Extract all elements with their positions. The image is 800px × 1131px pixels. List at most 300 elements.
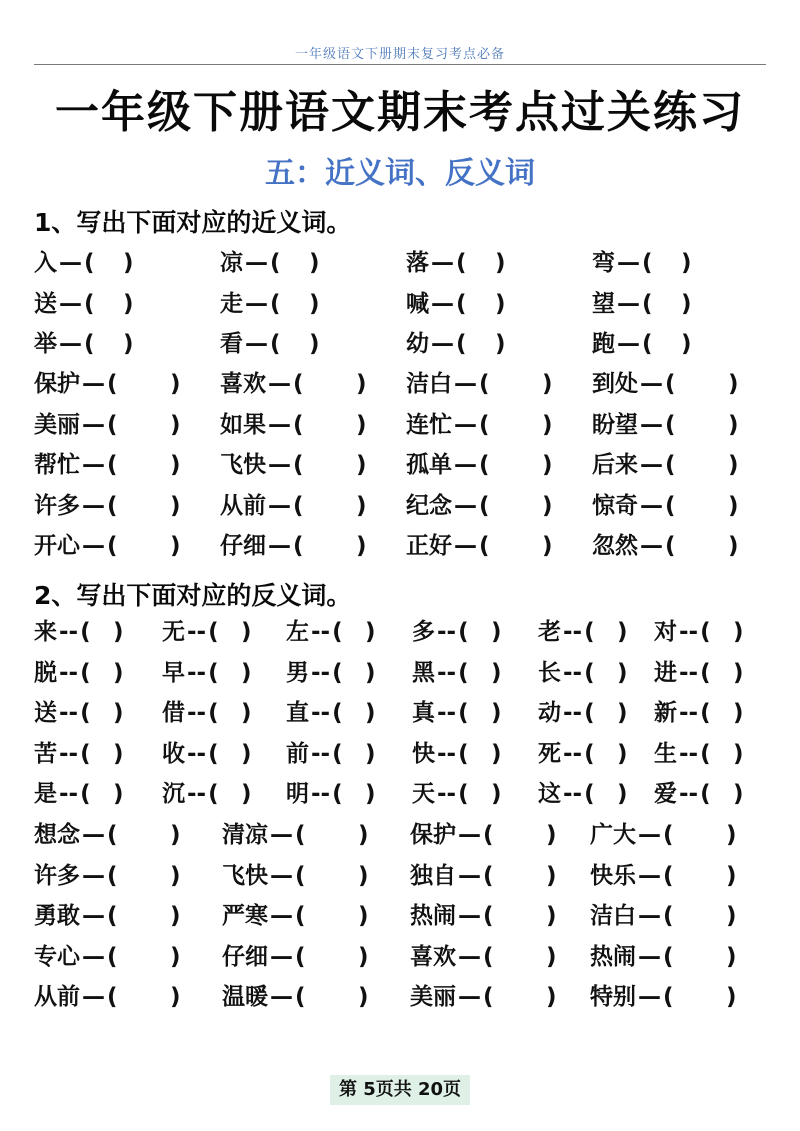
exercise-word: 生 bbox=[654, 740, 677, 767]
exercise-item bbox=[34, 327, 134, 361]
section-2-title: 2、写出下面对应的反义词。 bbox=[34, 581, 352, 610]
exercise-item bbox=[592, 246, 692, 280]
answer-blank-close: ) bbox=[113, 700, 124, 726]
exercise-dash: — bbox=[245, 331, 268, 357]
exercise-item bbox=[34, 367, 181, 401]
header-rule bbox=[34, 64, 766, 65]
answer-blank-open[interactable]: ( bbox=[700, 700, 711, 726]
answer-blank-open[interactable]: ( bbox=[479, 371, 490, 397]
exercise-item bbox=[34, 489, 181, 523]
answer-blank-open[interactable]: ( bbox=[665, 371, 676, 397]
answer-blank-close: ) bbox=[726, 822, 737, 848]
exercise-dash: -- bbox=[311, 781, 331, 807]
exercise-word: 喜欢 bbox=[220, 371, 266, 397]
exercise-item bbox=[538, 777, 628, 811]
exercise-item bbox=[220, 246, 320, 280]
answer-blank-close: ) bbox=[241, 659, 252, 686]
exercise-item bbox=[592, 327, 692, 361]
exercise-item bbox=[34, 777, 124, 811]
answer-blank-close: ) bbox=[733, 619, 744, 645]
exercise-word: 长 bbox=[538, 659, 561, 686]
exercise-word: 盼望 bbox=[592, 411, 638, 438]
exercise-dash: — bbox=[59, 331, 82, 357]
exercise-item bbox=[406, 408, 553, 442]
exercise-word: 黑 bbox=[412, 659, 435, 686]
exercise-word: 仔细 bbox=[220, 533, 266, 559]
exercise-word: 举 bbox=[34, 331, 57, 357]
answer-blank-open[interactable]: ( bbox=[700, 740, 711, 767]
exercise-word: 前 bbox=[286, 740, 309, 767]
exercise-dash: — bbox=[82, 411, 105, 438]
exercise-item bbox=[410, 940, 557, 974]
exercise-item bbox=[220, 327, 320, 361]
answer-blank-open[interactable]: ( bbox=[479, 492, 490, 519]
exercise-word: 走 bbox=[220, 290, 243, 317]
exercise-dash: — bbox=[617, 250, 640, 276]
exercise-word: 热闹 bbox=[590, 943, 636, 970]
answer-blank-close: ) bbox=[491, 740, 502, 767]
answer-blank-open[interactable]: ( bbox=[584, 700, 595, 726]
answer-blank-close: ) bbox=[123, 290, 134, 317]
exercise-dash: -- bbox=[59, 700, 79, 726]
exercise-item bbox=[34, 529, 181, 563]
exercise-dash: — bbox=[640, 371, 663, 397]
exercise-word: 后来 bbox=[592, 452, 638, 478]
answer-blank-close: ) bbox=[617, 781, 628, 807]
answer-blank-close: ) bbox=[358, 943, 369, 970]
exercise-item bbox=[592, 448, 739, 482]
exercise-dash: — bbox=[454, 411, 477, 438]
answer-blank-open[interactable]: ( bbox=[584, 781, 595, 807]
page-subtitle: 五：近义词、反义词 bbox=[265, 156, 535, 191]
exercise-dash: — bbox=[268, 492, 291, 519]
answer-blank-open[interactable]: ( bbox=[107, 452, 118, 478]
exercise-dash: -- bbox=[59, 781, 79, 807]
exercise-dash: — bbox=[82, 533, 105, 559]
exercise-dash: — bbox=[454, 371, 477, 397]
answer-blank-close: ) bbox=[241, 781, 252, 807]
exercise-item bbox=[590, 818, 737, 852]
answer-blank-open[interactable]: ( bbox=[80, 740, 91, 767]
answer-blank-close: ) bbox=[681, 250, 692, 276]
exercise-item bbox=[220, 287, 320, 321]
answer-blank-close: ) bbox=[733, 781, 744, 807]
answer-blank-close: ) bbox=[728, 452, 739, 478]
exercise-word: 仔细 bbox=[222, 943, 268, 970]
exercise-dash: — bbox=[245, 290, 268, 317]
answer-blank-open[interactable]: ( bbox=[642, 290, 653, 317]
answer-blank-close: ) bbox=[728, 492, 739, 519]
answer-blank-open[interactable]: ( bbox=[293, 492, 304, 519]
exercise-item bbox=[220, 529, 367, 563]
answer-blank-open[interactable]: ( bbox=[483, 862, 494, 889]
answer-blank-open[interactable]: ( bbox=[270, 290, 281, 317]
exercise-item bbox=[34, 246, 134, 280]
exercise-dash: — bbox=[82, 822, 105, 848]
answer-blank-open[interactable]: ( bbox=[663, 903, 674, 929]
exercise-dash: -- bbox=[437, 619, 457, 645]
answer-blank-close: ) bbox=[358, 903, 369, 929]
exercise-dash: — bbox=[617, 290, 640, 317]
answer-blank-close: ) bbox=[617, 700, 628, 726]
answer-blank-open[interactable]: ( bbox=[332, 659, 343, 686]
answer-blank-open[interactable]: ( bbox=[483, 943, 494, 970]
answer-blank-open[interactable]: ( bbox=[642, 250, 653, 276]
exercise-dash: -- bbox=[187, 700, 207, 726]
answer-blank-open[interactable]: ( bbox=[80, 619, 91, 645]
exercise-word: 如果 bbox=[220, 411, 266, 438]
exercise-dash: -- bbox=[187, 659, 207, 686]
exercise-dash: -- bbox=[437, 700, 457, 726]
exercise-dash: — bbox=[638, 984, 661, 1010]
exercise-dash: — bbox=[270, 903, 293, 929]
answer-blank-open[interactable]: ( bbox=[584, 619, 595, 645]
answer-blank-open[interactable]: ( bbox=[84, 331, 95, 357]
exercise-dash: -- bbox=[679, 619, 699, 645]
answer-blank-open[interactable]: ( bbox=[479, 533, 490, 559]
answer-blank-open[interactable]: ( bbox=[332, 619, 343, 645]
exercise-word: 对 bbox=[654, 619, 677, 645]
answer-blank-open[interactable]: ( bbox=[700, 659, 711, 686]
exercise-word: 男 bbox=[286, 659, 309, 686]
exercise-item bbox=[654, 696, 744, 730]
answer-blank-close: ) bbox=[241, 700, 252, 726]
answer-blank-open[interactable]: ( bbox=[458, 781, 469, 807]
exercise-word: 凉 bbox=[220, 250, 243, 276]
exercise-dash: — bbox=[431, 331, 454, 357]
exercise-word: 许多 bbox=[34, 862, 80, 889]
answer-blank-close: ) bbox=[356, 411, 367, 438]
answer-blank-close: ) bbox=[491, 659, 502, 686]
exercise-word: 快 bbox=[412, 740, 435, 767]
answer-blank-open[interactable]: ( bbox=[665, 452, 676, 478]
answer-blank-open[interactable]: ( bbox=[107, 533, 118, 559]
answer-blank-open[interactable]: ( bbox=[295, 903, 306, 929]
answer-blank-close: ) bbox=[241, 619, 252, 645]
answer-blank-open[interactable]: ( bbox=[208, 781, 219, 807]
answer-blank-open[interactable]: ( bbox=[80, 659, 91, 686]
exercise-word: 纪念 bbox=[406, 492, 452, 519]
exercise-word: 送 bbox=[34, 290, 57, 317]
answer-blank-close: ) bbox=[170, 452, 181, 478]
exercise-item bbox=[286, 615, 376, 649]
answer-blank-open[interactable]: ( bbox=[107, 943, 118, 970]
exercise-item bbox=[406, 367, 553, 401]
exercise-item bbox=[654, 615, 744, 649]
answer-blank-open[interactable]: ( bbox=[483, 984, 494, 1010]
answer-blank-close: ) bbox=[113, 619, 124, 645]
exercise-dash: -- bbox=[59, 619, 79, 645]
exercise-word: 正好 bbox=[406, 533, 452, 559]
exercise-item bbox=[34, 859, 181, 893]
answer-blank-open[interactable]: ( bbox=[663, 822, 674, 848]
exercise-word: 从前 bbox=[34, 984, 80, 1010]
answer-blank-open[interactable]: ( bbox=[107, 903, 118, 929]
answer-blank-open[interactable]: ( bbox=[665, 411, 676, 438]
exercise-item bbox=[654, 737, 744, 771]
exercise-word: 勇敢 bbox=[34, 903, 80, 929]
exercise-dash: — bbox=[82, 452, 105, 478]
answer-blank-close: ) bbox=[365, 700, 376, 726]
exercise-item bbox=[592, 367, 739, 401]
answer-blank-close: ) bbox=[495, 290, 506, 317]
exercise-dash: — bbox=[458, 822, 481, 848]
exercise-item bbox=[286, 656, 376, 690]
exercise-word: 爱 bbox=[654, 781, 677, 807]
exercise-item bbox=[412, 615, 502, 649]
exercise-dash: — bbox=[268, 452, 291, 478]
exercise-word: 独自 bbox=[410, 862, 456, 889]
answer-blank-close: ) bbox=[113, 740, 124, 767]
exercise-word: 想念 bbox=[34, 822, 80, 848]
exercise-word: 入 bbox=[34, 250, 57, 276]
exercise-word: 借 bbox=[162, 700, 185, 726]
answer-blank-open[interactable]: ( bbox=[665, 492, 676, 519]
answer-blank-open[interactable]: ( bbox=[332, 740, 343, 767]
exercise-word: 惊奇 bbox=[592, 492, 638, 519]
answer-blank-open[interactable]: ( bbox=[107, 822, 118, 848]
exercise-word: 幼 bbox=[406, 331, 429, 357]
exercise-dash: — bbox=[268, 533, 291, 559]
answer-blank-open[interactable]: ( bbox=[270, 331, 281, 357]
answer-blank-close: ) bbox=[542, 533, 553, 559]
answer-blank-open[interactable]: ( bbox=[483, 903, 494, 929]
answer-blank-open[interactable]: ( bbox=[458, 619, 469, 645]
answer-blank-close: ) bbox=[542, 371, 553, 397]
answer-blank-close: ) bbox=[728, 533, 739, 559]
exercise-item bbox=[286, 777, 376, 811]
answer-blank-open[interactable]: ( bbox=[208, 619, 219, 645]
exercise-dash: -- bbox=[679, 781, 699, 807]
answer-blank-open[interactable]: ( bbox=[107, 411, 118, 438]
exercise-item bbox=[412, 777, 502, 811]
answer-blank-open[interactable]: ( bbox=[84, 290, 95, 317]
answer-blank-open[interactable]: ( bbox=[663, 943, 674, 970]
answer-blank-open[interactable]: ( bbox=[479, 452, 490, 478]
exercise-word: 直 bbox=[286, 700, 309, 726]
answer-blank-close: ) bbox=[365, 659, 376, 686]
exercise-word: 死 bbox=[538, 740, 561, 767]
exercise-item bbox=[538, 615, 628, 649]
answer-blank-open[interactable]: ( bbox=[456, 250, 467, 276]
exercise-item bbox=[592, 287, 692, 321]
exercise-item bbox=[406, 489, 553, 523]
answer-blank-close: ) bbox=[170, 822, 181, 848]
answer-blank-open[interactable]: ( bbox=[270, 250, 281, 276]
answer-blank-close: ) bbox=[123, 331, 134, 357]
answer-blank-open[interactable]: ( bbox=[80, 781, 91, 807]
answer-blank-close: ) bbox=[546, 984, 557, 1010]
answer-blank-open[interactable]: ( bbox=[700, 619, 711, 645]
exercise-dash: -- bbox=[311, 740, 331, 767]
exercise-item bbox=[34, 899, 181, 933]
answer-blank-close: ) bbox=[726, 984, 737, 1010]
exercise-item bbox=[412, 696, 502, 730]
answer-blank-close: ) bbox=[170, 943, 181, 970]
exercise-dash: -- bbox=[679, 659, 699, 686]
answer-blank-close: ) bbox=[617, 740, 628, 767]
answer-blank-close: ) bbox=[726, 943, 737, 970]
exercise-word: 无 bbox=[162, 619, 185, 645]
exercise-dash: -- bbox=[311, 700, 331, 726]
answer-blank-close: ) bbox=[170, 903, 181, 929]
page-title: 一年级下册语文期末考点过关练习 bbox=[55, 87, 745, 138]
answer-blank-open[interactable]: ( bbox=[293, 452, 304, 478]
exercise-dash: — bbox=[270, 943, 293, 970]
exercise-item bbox=[538, 696, 628, 730]
exercise-dash: — bbox=[82, 903, 105, 929]
answer-blank-open[interactable]: ( bbox=[332, 781, 343, 807]
exercise-item bbox=[222, 980, 369, 1014]
answer-blank-open[interactable]: ( bbox=[458, 659, 469, 686]
answer-blank-close: ) bbox=[733, 659, 744, 686]
exercise-dash: — bbox=[82, 943, 105, 970]
answer-blank-open[interactable]: ( bbox=[208, 700, 219, 726]
exercise-word: 苦 bbox=[34, 740, 57, 767]
exercise-word: 落 bbox=[406, 250, 429, 276]
exercise-dash: -- bbox=[679, 700, 699, 726]
answer-blank-close: ) bbox=[546, 943, 557, 970]
answer-blank-open[interactable]: ( bbox=[293, 371, 304, 397]
exercise-item bbox=[406, 246, 506, 280]
answer-blank-open[interactable]: ( bbox=[208, 740, 219, 767]
answer-blank-close: ) bbox=[170, 533, 181, 559]
answer-blank-close: ) bbox=[495, 331, 506, 357]
answer-blank-open[interactable]: ( bbox=[295, 862, 306, 889]
answer-blank-close: ) bbox=[728, 411, 739, 438]
exercise-word: 新 bbox=[654, 700, 677, 726]
answer-blank-open[interactable]: ( bbox=[107, 371, 118, 397]
answer-blank-close: ) bbox=[309, 290, 320, 317]
exercise-word: 特别 bbox=[590, 984, 636, 1010]
exercise-item bbox=[406, 287, 506, 321]
exercise-dash: — bbox=[638, 903, 661, 929]
exercise-item bbox=[538, 656, 628, 690]
exercise-word: 飞快 bbox=[220, 452, 266, 478]
answer-blank-open[interactable]: ( bbox=[295, 984, 306, 1010]
exercise-dash: — bbox=[454, 492, 477, 519]
answer-blank-close: ) bbox=[170, 411, 181, 438]
exercise-word: 脱 bbox=[34, 659, 57, 686]
exercise-word: 沉 bbox=[162, 781, 185, 807]
exercise-item bbox=[590, 980, 737, 1014]
answer-blank-open[interactable]: ( bbox=[80, 700, 91, 726]
answer-blank-open[interactable]: ( bbox=[456, 290, 467, 317]
answer-blank-open[interactable]: ( bbox=[483, 822, 494, 848]
exercise-item bbox=[592, 408, 739, 442]
answer-blank-open[interactable]: ( bbox=[208, 659, 219, 686]
exercise-item bbox=[654, 777, 744, 811]
exercise-word: 开心 bbox=[34, 533, 80, 559]
exercise-item bbox=[222, 940, 369, 974]
exercise-dash: -- bbox=[563, 619, 583, 645]
answer-blank-open[interactable]: ( bbox=[700, 781, 711, 807]
page-number: 第 5页共 20页 bbox=[330, 1075, 470, 1105]
answer-blank-close: ) bbox=[358, 822, 369, 848]
answer-blank-close: ) bbox=[491, 619, 502, 645]
exercise-item bbox=[220, 408, 367, 442]
exercise-word: 左 bbox=[286, 619, 309, 645]
exercise-dash: — bbox=[617, 331, 640, 357]
exercise-word: 喜欢 bbox=[410, 943, 456, 970]
answer-blank-open[interactable]: ( bbox=[107, 984, 118, 1010]
exercise-dash: -- bbox=[437, 659, 457, 686]
exercise-dash: — bbox=[270, 862, 293, 889]
exercise-word: 明 bbox=[286, 781, 309, 807]
answer-blank-close: ) bbox=[546, 822, 557, 848]
exercise-item bbox=[412, 656, 502, 690]
answer-blank-open[interactable]: ( bbox=[665, 533, 676, 559]
answer-blank-close: ) bbox=[726, 903, 737, 929]
exercise-item bbox=[654, 656, 744, 690]
answer-blank-close: ) bbox=[546, 903, 557, 929]
exercise-word: 从前 bbox=[220, 492, 266, 519]
exercise-item bbox=[162, 656, 252, 690]
answer-blank-open[interactable]: ( bbox=[663, 984, 674, 1010]
exercise-dash: — bbox=[458, 984, 481, 1010]
exercise-word: 看 bbox=[220, 331, 243, 357]
answer-blank-open[interactable]: ( bbox=[295, 822, 306, 848]
exercise-dash: — bbox=[638, 822, 661, 848]
answer-blank-open[interactable]: ( bbox=[479, 411, 490, 438]
answer-blank-close: ) bbox=[356, 371, 367, 397]
header-note: 一年级语文下册期末复习考点必备 bbox=[294, 47, 505, 62]
exercise-item bbox=[410, 899, 557, 933]
exercise-dash: -- bbox=[311, 619, 331, 645]
exercise-item bbox=[162, 737, 252, 771]
exercise-word: 帮忙 bbox=[34, 452, 80, 478]
answer-blank-close: ) bbox=[170, 492, 181, 519]
exercise-word: 送 bbox=[34, 700, 57, 726]
exercise-word: 美丽 bbox=[410, 984, 456, 1010]
exercise-word: 专心 bbox=[34, 943, 80, 970]
exercise-dash: -- bbox=[187, 781, 207, 807]
answer-blank-open[interactable]: ( bbox=[295, 943, 306, 970]
exercise-item bbox=[406, 327, 506, 361]
answer-blank-open[interactable]: ( bbox=[107, 492, 118, 519]
exercise-dash: -- bbox=[59, 740, 79, 767]
answer-blank-open[interactable]: ( bbox=[584, 659, 595, 686]
exercise-word: 洁白 bbox=[406, 371, 452, 397]
answer-blank-close: ) bbox=[170, 984, 181, 1010]
answer-blank-open[interactable]: ( bbox=[293, 411, 304, 438]
answer-blank-open[interactable]: ( bbox=[642, 331, 653, 357]
answer-blank-open[interactable]: ( bbox=[458, 700, 469, 726]
exercise-dash: — bbox=[268, 411, 291, 438]
answer-blank-close: ) bbox=[491, 781, 502, 807]
exercise-word: 忽然 bbox=[592, 533, 638, 559]
exercise-dash: -- bbox=[563, 700, 583, 726]
answer-blank-open[interactable]: ( bbox=[293, 533, 304, 559]
answer-blank-close: ) bbox=[241, 740, 252, 767]
answer-blank-close: ) bbox=[546, 862, 557, 889]
answer-blank-open[interactable]: ( bbox=[456, 331, 467, 357]
exercise-dash: -- bbox=[563, 659, 583, 686]
answer-blank-open[interactable]: ( bbox=[107, 862, 118, 889]
answer-blank-close: ) bbox=[356, 533, 367, 559]
exercise-dash: — bbox=[458, 903, 481, 929]
exercise-dash: -- bbox=[59, 659, 79, 686]
answer-blank-open[interactable]: ( bbox=[332, 700, 343, 726]
exercise-dash: — bbox=[82, 984, 105, 1010]
answer-blank-open[interactable]: ( bbox=[663, 862, 674, 889]
answer-blank-open[interactable]: ( bbox=[584, 740, 595, 767]
exercise-dash: — bbox=[245, 250, 268, 276]
answer-blank-open[interactable]: ( bbox=[458, 740, 469, 767]
exercise-word: 洁白 bbox=[590, 903, 636, 929]
answer-blank-open[interactable]: ( bbox=[84, 250, 95, 276]
answer-blank-close: ) bbox=[542, 452, 553, 478]
